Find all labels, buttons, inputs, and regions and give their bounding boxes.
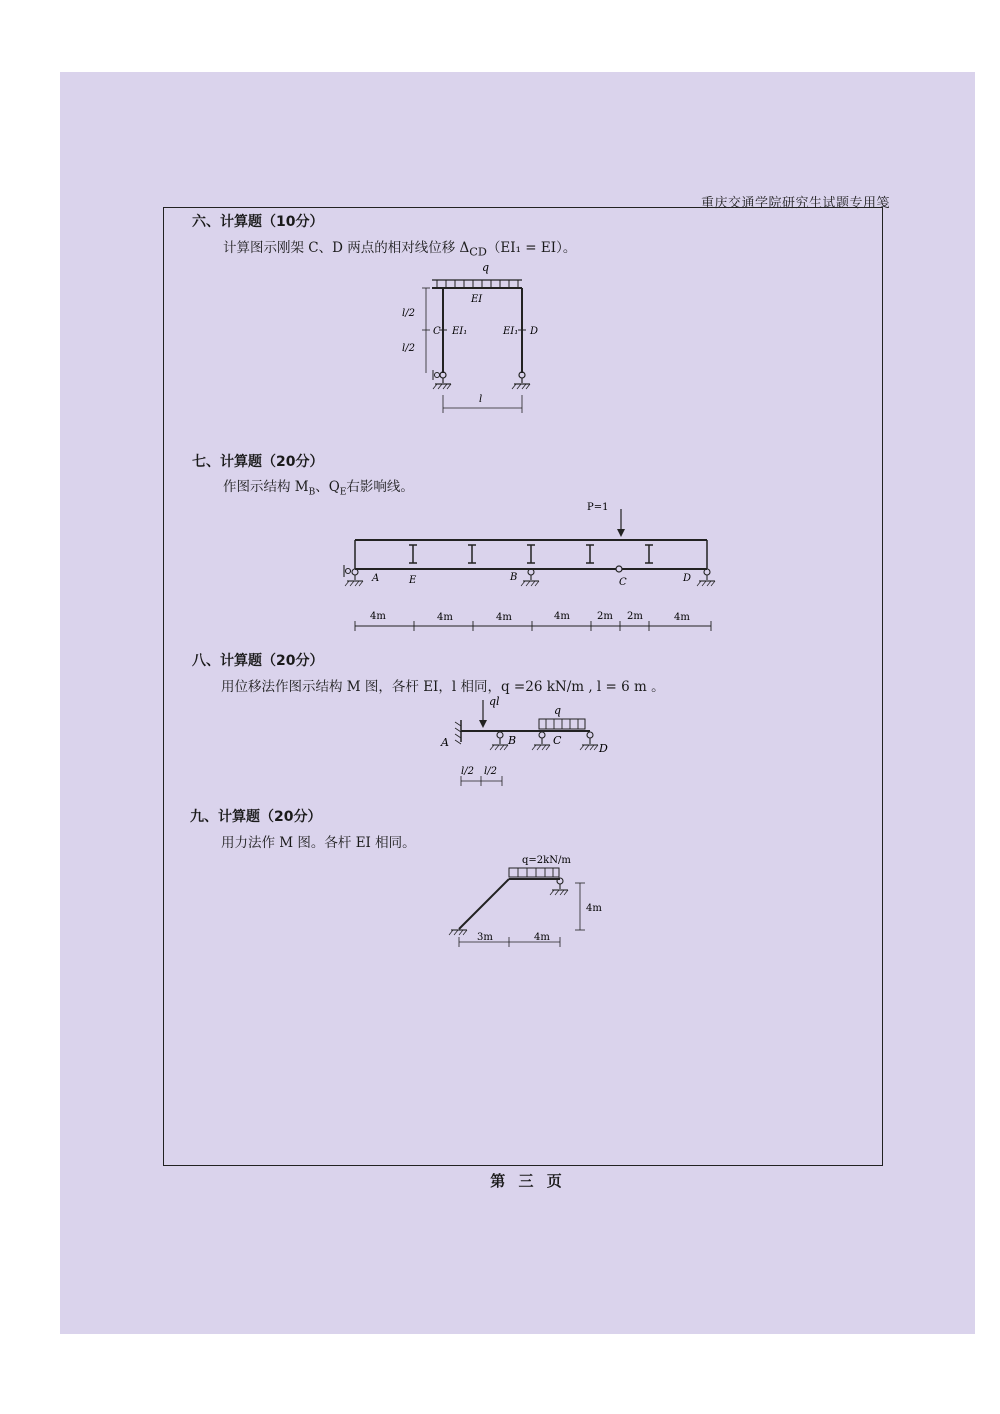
q8-body: 用位移法作图示结构 M 图，各杆 EI，l 相同，q =26 kN/m , l = 6 m 。 — [221, 679, 665, 695]
q8-A-label: A — [441, 736, 449, 749]
q8-beam-figure — [436, 692, 621, 792]
q7-dim-6: 2m — [627, 611, 643, 622]
q7-dim-3: 4m — [496, 612, 512, 623]
q7-dim-1: 4m — [370, 611, 386, 622]
q9-q-label: q=2kN/m — [522, 855, 571, 866]
q7-dim-4: 4m — [554, 611, 570, 622]
q7-dim-5: 2m — [597, 611, 613, 622]
q6-half1: l/2 — [402, 308, 415, 319]
q7-A-label: A — [372, 573, 380, 584]
q7-D-label: D — [683, 573, 692, 584]
q7-E-label: E — [409, 575, 417, 586]
page-number: 第 三 页 — [490, 1172, 566, 1190]
q7-title: 七、计算题（20分） — [192, 454, 324, 470]
q6-EI1-left: EI₁ — [452, 326, 468, 337]
q6-body: 计算图示刚架 C、D 两点的相对线位移 $\Delta_{CD}(EI_1 = EI)$。 — [223, 240, 577, 259]
q7-body: 作图示结构 $M_B$、$Q_E$右影响线。 — [223, 479, 414, 498]
q7-P-label: P=1 — [587, 502, 609, 513]
q9-dim-2: 4m — [534, 932, 550, 943]
q9-frame-figure — [447, 850, 617, 950]
q8-ql-label: ql — [489, 695, 500, 708]
q7-B-label: B — [510, 572, 518, 583]
q8-C-label: C — [553, 734, 562, 747]
q8-D-label: D — [599, 742, 608, 755]
q6-span: l — [479, 394, 483, 405]
q8-title: 八、计算题（20分） — [192, 653, 324, 669]
q9-height: 4m — [586, 903, 602, 914]
q9-body: 用力法作 M 图。各杆 EI 相同。 — [221, 835, 416, 851]
q6-D-label: D — [530, 326, 539, 337]
q7-dim-7: 4m — [674, 612, 690, 623]
q9-title: 九、计算题（20分） — [190, 809, 322, 825]
q7-beam-figure — [335, 495, 725, 635]
q6-half2: l/2 — [402, 343, 415, 354]
q8-q-label: q — [554, 704, 562, 717]
q6-EI1-right: EI₁ — [503, 326, 519, 337]
q6-EI-label: EI — [471, 294, 483, 305]
q8-dim-1: l/2 — [461, 766, 474, 777]
q8-dim-2: l/2 — [484, 766, 497, 777]
q9-dim-1: 3m — [477, 932, 493, 943]
sheet-header: 重庆交通学院研究生试题专用笺 — [700, 196, 890, 211]
q8-B-label: B — [508, 734, 517, 747]
q7-C-label: C — [619, 577, 627, 588]
q7-dim-2: 4m — [437, 612, 453, 623]
q6-frame-figure — [395, 255, 555, 420]
q6-q-label: q — [482, 261, 490, 274]
q6-title: 六、计算题（10分） — [192, 214, 324, 230]
q6-C-label: C — [433, 326, 441, 337]
